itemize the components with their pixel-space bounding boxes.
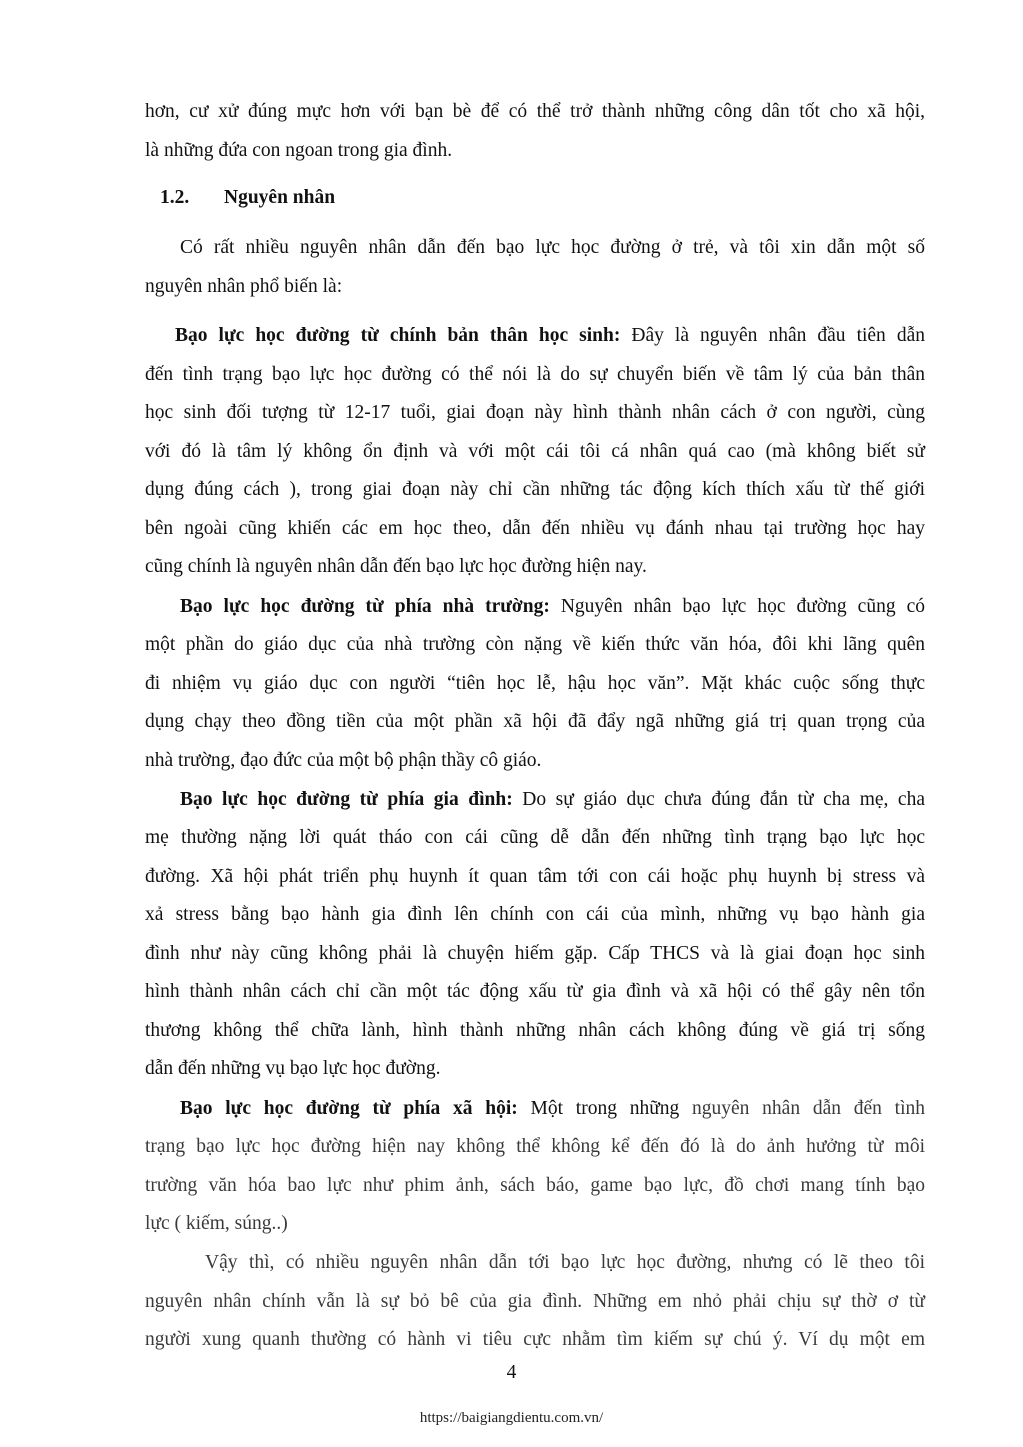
paragraph-line: đình như này cũng không phải là chuyện hiếm gặp. Cấp THCS và là giai đoạn học sinh bbox=[145, 943, 925, 964]
paragraph-line: đi nhiệm vụ giáo dục con người “tiên học lễ, hậu học văn”. Mặt khác cuộc sống thực bbox=[145, 673, 925, 694]
paragraph-line: nguyên nhân chính vẫn là sự bỏ bê của gia đình. Những em nhỏ phải chịu sự thờ ơ từ bbox=[145, 1291, 925, 1312]
paragraph-lead: Bạo lực học đường từ phía gia đình: bbox=[180, 789, 513, 810]
paragraph-line: mẹ thường nặng lời quát tháo con cái cũng dễ dẫn đến những tình trạng bạo lực học bbox=[145, 827, 925, 848]
paragraph-line: Bạo lực học đường từ phía gia đình: Do sự giáo dục chưa đúng đắn từ cha mẹ, cha bbox=[180, 789, 925, 810]
paragraph-line: Bạo lực học đường từ chính bản thân học sinh: Đây là nguyên nhân đầu tiên dẫn bbox=[175, 325, 925, 346]
paragraph-line: đến tình trạng bạo lực học đường có thể nói là do sự chuyển biến về tâm lý của bản thân bbox=[145, 364, 925, 385]
paragraph-lead: Bạo lực học đường từ phía nhà trường: bbox=[180, 596, 550, 617]
paragraph-lead: Bạo lực học đường từ chính bản thân học sinh: bbox=[175, 325, 621, 346]
paragraph-line: xả stress bằng bạo hành gia đình lên chính con cái của mình, những vụ bạo hành gia bbox=[145, 904, 925, 925]
paragraph-line: trạng bạo lực học đường hiện nay không thể không kể đến đó là do ảnh hưởng từ môi bbox=[145, 1136, 925, 1157]
paragraph-line: bên ngoài cũng khiến các em học theo, dẫn đến nhiều vụ đánh nhau tại trường học hay bbox=[145, 518, 925, 539]
paragraph-line: một phần do giáo dục của nhà trường còn nặng về kiến thức văn hóa, đôi khi lãng quên bbox=[145, 634, 925, 655]
paragraph-line: Bạo lực học đường từ phía nhà trường: Nguyên nhân bạo lực học đường cũng có bbox=[180, 596, 925, 617]
paragraph-line: cũng chính là nguyên nhân dẫn đến bạo lực học đường hiện nay. bbox=[145, 556, 647, 577]
paragraph-line: hơn, cư xử đúng mực hơn với bạn bè để có thể trở thành những công dân tốt cho xã hội, bbox=[145, 101, 925, 122]
paragraph-line: thương không thể chữa lành, hình thành những nhân cách không đúng về giá trị sống bbox=[145, 1020, 925, 1041]
paragraph-line: trường văn hóa bao lực như phim ảnh, sách báo, game bạo lực, đồ chơi mang tính bạo bbox=[145, 1175, 925, 1196]
paragraph-line: người xung quanh thường có hành vi tiêu cực nhằm tìm kiếm sự chú ý. Ví dụ một em bbox=[145, 1329, 925, 1350]
paragraph-lead: Bạo lực học đường từ phía xã hội: bbox=[180, 1098, 518, 1119]
paragraph-line: học sinh đối tượng từ 12-17 tuổi, giai đoạn này hình thành nhân cách ở con người, cùng bbox=[145, 402, 925, 423]
paragraph-line: Vậy thì, có nhiều nguyên nhân dẫn tới bạo lực học đường, nhưng có lẽ theo tôi bbox=[205, 1252, 925, 1273]
section-number: 1.2. bbox=[160, 187, 190, 208]
paragraph-line: đường. Xã hội phát triển phụ huynh ít quan tâm tới con cái hoặc phụ huynh bị stress và bbox=[145, 866, 925, 887]
paragraph-line: nhà trường, đạo đức của một bộ phận thầy cô giáo. bbox=[145, 750, 542, 771]
paragraph-line: với đó là tâm lý không ổn định và với một cái tôi cá nhân quá cao (mà không biết sử bbox=[145, 441, 925, 462]
paragraph-line: là những đứa con ngoan trong gia đình. bbox=[145, 140, 453, 161]
footer-link[interactable]: https://baigiangdientu.com.vn/ bbox=[419, 1410, 604, 1426]
paragraph-line: nguyên nhân phổ biến là: bbox=[145, 276, 343, 297]
paragraph-line: lực ( kiếm, súng..) bbox=[145, 1213, 288, 1234]
paragraph-line: dẫn đến những vụ bạo lực học đường. bbox=[145, 1058, 441, 1079]
page-number: 4 bbox=[506, 1362, 517, 1383]
paragraph-line: dụng đúng cách ), trong giai đoạn này chỉ cần những tác động kích thích xấu từ thế giới bbox=[145, 479, 925, 500]
paragraph-line: hình thành nhân cách chỉ cần một tác động xấu từ gia đình và xã hội có thể gây nên tổn bbox=[145, 981, 925, 1002]
section-title: Nguyên nhân bbox=[224, 187, 336, 208]
paragraph-line: dụng chạy theo đồng tiền của một phần xã hội đã đẩy ngã những giá trị quan trọng của bbox=[145, 711, 925, 732]
paragraph-line: Bạo lực học đường từ phía xã hội: Một trong những nguyên nhân dẫn đến tình bbox=[180, 1098, 925, 1119]
paragraph-line: Có rất nhiều nguyên nhân dẫn đến bạo lực học đường ở trẻ, và tôi xin dẫn một số bbox=[180, 237, 925, 258]
